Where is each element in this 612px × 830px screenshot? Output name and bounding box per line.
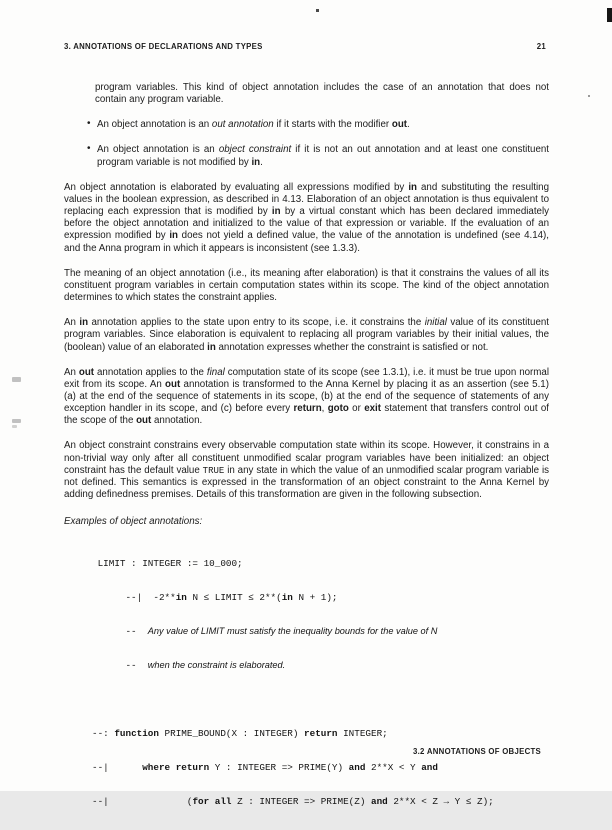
code-line: --| -2**in N ≤ LIMIT ≤ 2**(in N + 1); — [92, 592, 338, 604]
examples-caption: Examples of object annotations: — [64, 516, 203, 528]
code-line: LIMIT : INTEGER := 10_000; — [92, 558, 243, 570]
paragraph-out-annotation: An out annotation applies to the final computation state of its scope (see 1.3.1), i.e. it must be true upon normal exit from its scope. An out annotation is transformed to the Anna Kernel by placing it as an assertion (see 5.1) (a) at the end of the sequence of statements in its scope, (b) at the end of the sequence of statements of any exception handler in its scope, and (c) before every return, goto or exit statement that transfers control out of the scope of the out annotation. — [64, 366, 549, 427]
margin-pencil-mark — [12, 377, 21, 382]
code-line: -- Any value of LIMIT must satisfy the inequality bounds for the value of N — [92, 626, 438, 638]
code-line: --| where return Y : INTEGER => PRIME(Y) and 2**X < Y and — [92, 762, 438, 774]
code-line — [92, 694, 549, 705]
bullet-text: An object annotation is an out annotation if it starts with the modifier out. — [97, 119, 410, 131]
paragraph-in-annotation: An in annotation applies to the state upon entry to its scope, i.e. it constrains the initial value of its constituent program variables. Since elaboration is equivalent to replacing all program variables by their initial values, the (boolean) value of an elaborated in annotation expresses whether the constraint is satisfied or not. — [64, 317, 549, 353]
paragraph-continuation: program variables. This kind of object annotation includes the case of an annotation that does not contain any program variable. — [95, 82, 549, 106]
bullet-icon: • — [87, 118, 91, 130]
bullet-item-out-annotation — [64, 119, 549, 131]
paragraph-elaboration: An object annotation is elaborated by evaluating all expressions modified by in and substituting the resulting values in the boolean expression, as described in 4.13. Elaboration of an object annotation is thus equivalent to replacing each expression that is modified by in by a virtual constant which has been declared immediately before the object annotation and initialized to the value of that expression or variable. If the evaluation of an expression modified by in does not yield a defined value, the value of the annotation is undefined (see 4.14), and the Anna program in which it appears is inconsistent (see 1.3.3). — [64, 181, 550, 254]
bullet-icon: • — [87, 143, 91, 155]
code-example-block — [92, 535, 549, 830]
paragraph-object-constraint: An object constraint constrains every observable computation state within its scope. However, it constrains in a non-trivial way only after all constituent unmodified scalar program variables have been initialized: an object constraint has the default value TRUE in any state in which the value of an unmodified scalar program variable is not defined. This semantics is expressed in the transformation of an object constraint to the Anna Kernel by adding definedness premises. Details of this transformation are given in the following subsection. — [64, 440, 550, 501]
scan-artifact-speck — [316, 9, 319, 12]
code-line: --: function PRIME_BOUND(X : INTEGER) return INTEGER; — [92, 728, 388, 740]
page-header — [64, 42, 546, 51]
header-page-number: 21 — [536, 42, 546, 51]
margin-pencil-mark — [12, 425, 17, 428]
header-section-title: 3. ANNOTATIONS OF DECLARATIONS AND TYPES — [64, 42, 263, 51]
paragraph-meaning: The meaning of an object annotation (i.e., its meaning after elaboration) is that it constrains the values of all its constituent program variables in certain computation states within its scope. The kind of the object annotation determines to which states the constraint applies. — [64, 267, 549, 304]
bullet-text: An object annotation is an object constraint if it is not an out annotation and at least one constituent program variable is not modified by in. — [97, 144, 549, 168]
footer-section-title: 3.2 ANNOTATIONS OF OBJECTS — [413, 747, 541, 756]
code-line: --| (for all Z : INTEGER => PRIME(Z) and 2**X < Z → Y ≤ Z); — [92, 796, 494, 808]
code-line: -- when the constraint is elaborated. — [92, 660, 286, 672]
page-footer — [413, 747, 541, 756]
page-body — [64, 82, 549, 830]
margin-pencil-mark — [12, 419, 21, 423]
scan-artifact-corner — [607, 8, 612, 22]
bullet-item-object-constraint — [64, 144, 549, 168]
scan-artifact-speck — [588, 95, 590, 97]
